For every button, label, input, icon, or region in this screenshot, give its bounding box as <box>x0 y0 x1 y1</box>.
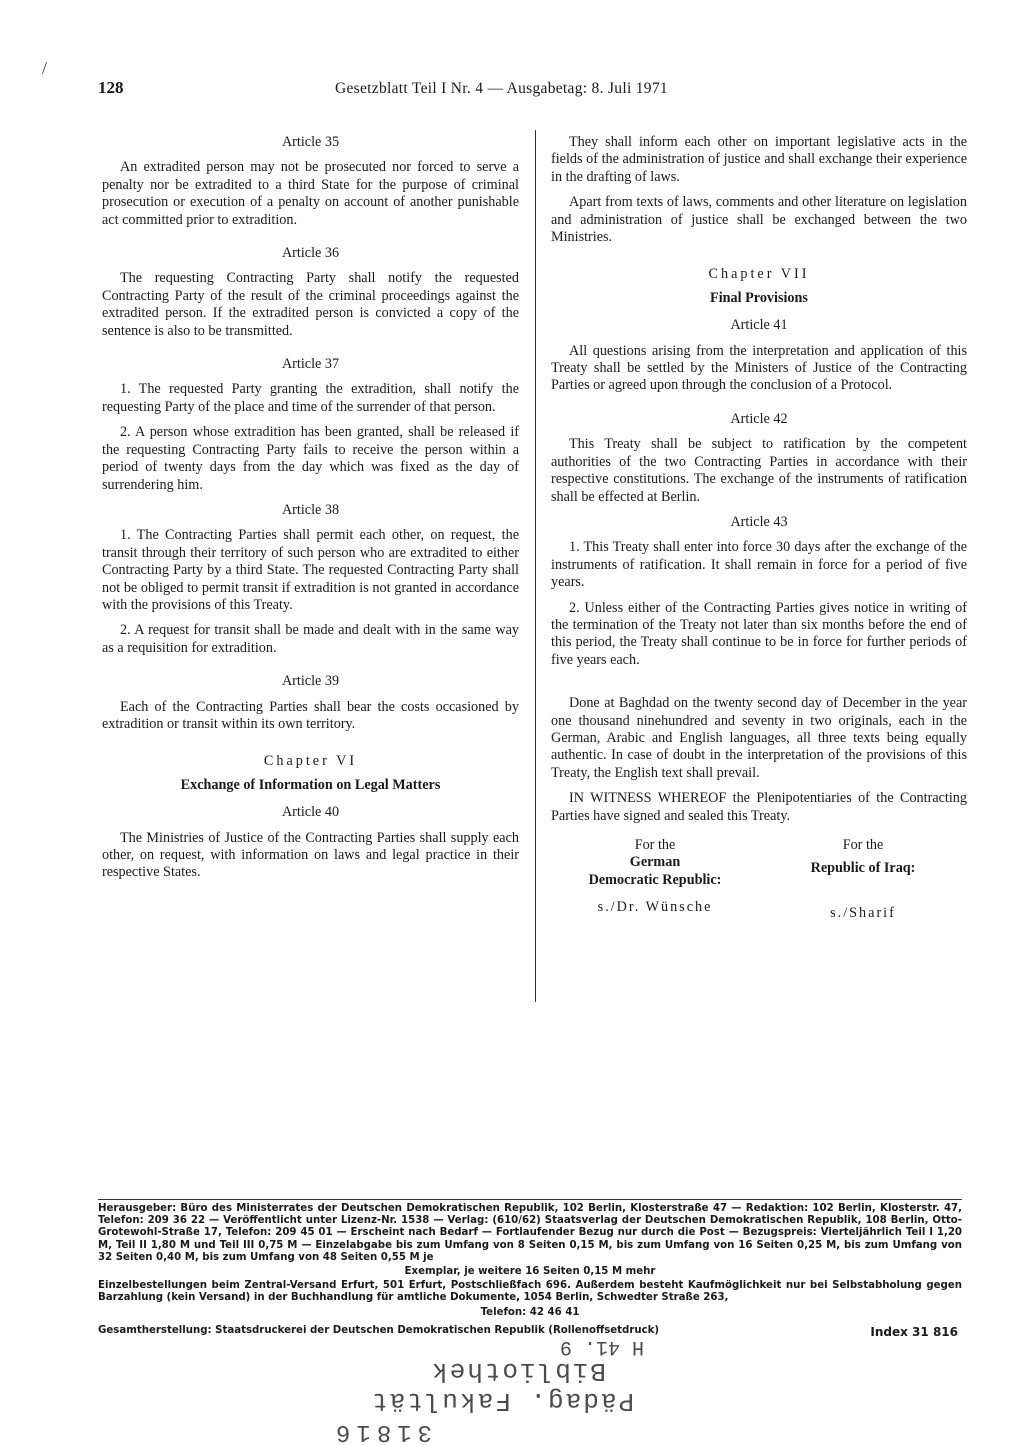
sig-iraq-country: Republic of Iraq: <box>810 860 916 877</box>
chapter-7-heading: Chapter VII <box>708 266 810 283</box>
imprint-orders: Einzelbestellungen beim Zentral-Versand Erfurt, 501 Erfurt, Postschließfach 696. Außerdem besteht Kaufmöglichkeit nur bei Selbstabholung gegen Barzahlung (kein Versand) in der Buchhandlung für amtliche Dokumente, 1054 Berlin, Schwedter Straße 263, <box>98 1280 962 1304</box>
imprint-block <box>98 1203 962 1321</box>
article-35-heading: Article 35 <box>281 134 340 150</box>
done-at-paragraph: Done at Baghdad on the twenty second day of December in the year one thousand ninehundred and seventy in two originals, each in the German, Arabic and English languages, all three texts being equally authentic. In case of doubt in the interpretation of the provisions of this Treaty, the English text shall prevail. <box>551 695 967 781</box>
margin-pencil-mark: / <box>42 58 48 78</box>
column-divider <box>535 130 536 1002</box>
page-number: 128 <box>98 78 124 97</box>
sig-gdr-name: s./Dr. Wünsche <box>597 899 713 916</box>
sig-gdr-country-2: Democratic Republic: <box>588 871 722 888</box>
article-40-para-3: Apart from texts of laws, comments and other literature on legislation and administration of justice shall be exchanged between the two Ministries. <box>551 194 967 246</box>
chapter-6-heading: Chapter VI <box>263 753 358 770</box>
article-42-text: This Treaty shall be subject to ratification by the competent authorities of the two Contracting Parties in accordance with their respective constitutions. The exchange of the instruments of ratification shall be effected at Berlin. <box>551 436 967 505</box>
stamp-library: Bibliothek <box>430 1356 607 1386</box>
article-37-heading: Article 37 <box>281 356 340 373</box>
index-number: Index 31 816 <box>870 1325 958 1339</box>
page-header <box>98 78 968 104</box>
article-38-para-2: 2. A request for transit shall be made and dealt with in the same way as a requisition for extradition. <box>102 622 519 656</box>
signature-iraq <box>759 837 967 922</box>
article-37-para-1: 1. The requested Party granting the extradition, shall notify the requesting Party of the place and time of the surrender of that person. <box>102 381 519 415</box>
printer-line <box>98 1325 962 1339</box>
stamp-signature-mark: H 41. 9 <box>560 1335 645 1358</box>
article-36-text: The requesting Contracting Party shall notify the requested Contracting Party of the result of the criminal proceedings against the extradited person. If the extradited person is convicted a copy of the sentence is also to be transmitted. <box>102 270 519 339</box>
sig-iraq-name: s./Sharif <box>830 904 896 921</box>
sig-gdr-country-1: German <box>629 854 681 871</box>
right-column <box>551 134 967 922</box>
article-37-para-2: 2. A person whose extradition has been granted, shall be released if the requesting Contracting Party fails to receive the person within a period of twenty days from the day which was fixed as the day of surrendering him. <box>102 424 519 493</box>
article-38-para-1: 1. The Contracting Parties shall permit each other, on request, the transit through their territory of such person who are extradited to either Contracting Party by a third State. The requested Contracting Party shall not be obliged to permit transit if extradition is not granted in accordance with the provisions of this Treaty. <box>102 527 519 613</box>
imprint-orders-end: Telefon: 42 46 41 <box>480 1306 580 1318</box>
imprint-divider <box>98 1199 962 1200</box>
sig-iraq-for: For the <box>842 837 884 853</box>
article-39-heading: Article 39 <box>281 673 340 690</box>
signature-gdr <box>551 837 759 922</box>
stamp-faculty: Pädag. Fakultät <box>370 1386 635 1416</box>
printer-text: Gesamtherstellung: Staatsdruckerei der Deutschen Demokratischen Republik (Rollenoffsetdruck) <box>98 1325 660 1336</box>
chapter-7-title: Final Provisions <box>710 289 808 306</box>
article-43-para-2: 2. Unless either of the Contracting Parties gives notice in writing of the termination of the Treaty not later than six months before the end of this period, the Treaty shall continue to be in force for further periods of five years each. <box>551 599 967 668</box>
article-38-heading: Article 38 <box>281 501 340 518</box>
article-35-text: An extradited person may not be prosecuted nor forced to serve a penalty nor be extradited to a third State for the purpose of criminal prosecution or execution of a penalty on account of another punishable act committed prior to extradition. <box>102 159 519 228</box>
article-41-heading: Article 41 <box>730 317 788 334</box>
left-column <box>102 134 519 890</box>
chapter-6-title: Exchange of Information on Legal Matters <box>180 776 441 793</box>
article-40-heading: Article 40 <box>281 804 340 821</box>
article-40-para-2: They shall inform each other on important legislative acts in the fields of the administration of justice and shall exchange their experience in the drafting of laws. <box>551 134 967 185</box>
running-head: Gesetzblatt Teil I Nr. 4 — Ausgabetag: 8. Juli 1971 <box>335 80 668 97</box>
article-42-heading: Article 42 <box>730 410 788 427</box>
signature-block <box>551 837 967 922</box>
in-witness-paragraph: IN WITNESS WHEREOF the Plenipotentiaries of the Contracting Parties have signed and sealed this Treaty. <box>551 790 967 824</box>
article-40-para-1: The Ministries of Justice of the Contracting Parties shall supply each other, on request, with information on laws and legal practice in their respective States. <box>102 829 519 881</box>
article-43-para-1: 1. This Treaty shall enter into force 30 days after the exchange of the instruments of ratification. It shall remain in force for a period of five years. <box>551 539 967 591</box>
stamp-number: 31816 <box>330 1418 433 1445</box>
article-41-text: All questions arising from the interpretation and application of this Treaty shall be settled by the Ministers of Justice of the Contracting Parties or agreed upon through the conclusion of a Protocol. <box>551 342 967 394</box>
article-36-heading: Article 36 <box>281 245 340 262</box>
sig-gdr-for: For the <box>634 837 676 853</box>
imprint-publisher-end: Exemplar, je weitere 16 Seiten 0,15 M mehr <box>404 1266 656 1278</box>
imprint-publisher: Herausgeber: Büro des Ministerrates der Deutschen Demokratischen Republik, 102 Berlin, Klosterstraße 47 — Redaktion: 102 Berlin, Klosterstr. 47, Telefon: 209 36 22 — Veröffentlicht unter Lizenz-Nr. 1538 — Verlag: (610/62) Staatsverlag der Deutschen Demokratischen Republik, 108 Berlin, Otto-Grotewohl-Straße 17, Telefon: 209 45 01 — Erscheint nach Bedarf — Fortlaufender Bezug nur durch die Post — Bezugspreis: Vierteljährlich Teil I 1,20 M, Teil II 1,80 M und Teil III 0,75 M — Einzelabgabe bis zum Umfang von 8 Seiten 0,15 M, bis zum Umfang von 16 Seiten 0,25 M, bis zum Umfang von 32 Seiten 0,40 M, bis zum Umfang von 48 Seiten 0,55 M je <box>98 1203 962 1263</box>
article-43-heading: Article 43 <box>730 513 788 530</box>
article-39-text: Each of the Contracting Parties shall bear the costs occasioned by extradition or transit within its own territory. <box>102 698 519 732</box>
